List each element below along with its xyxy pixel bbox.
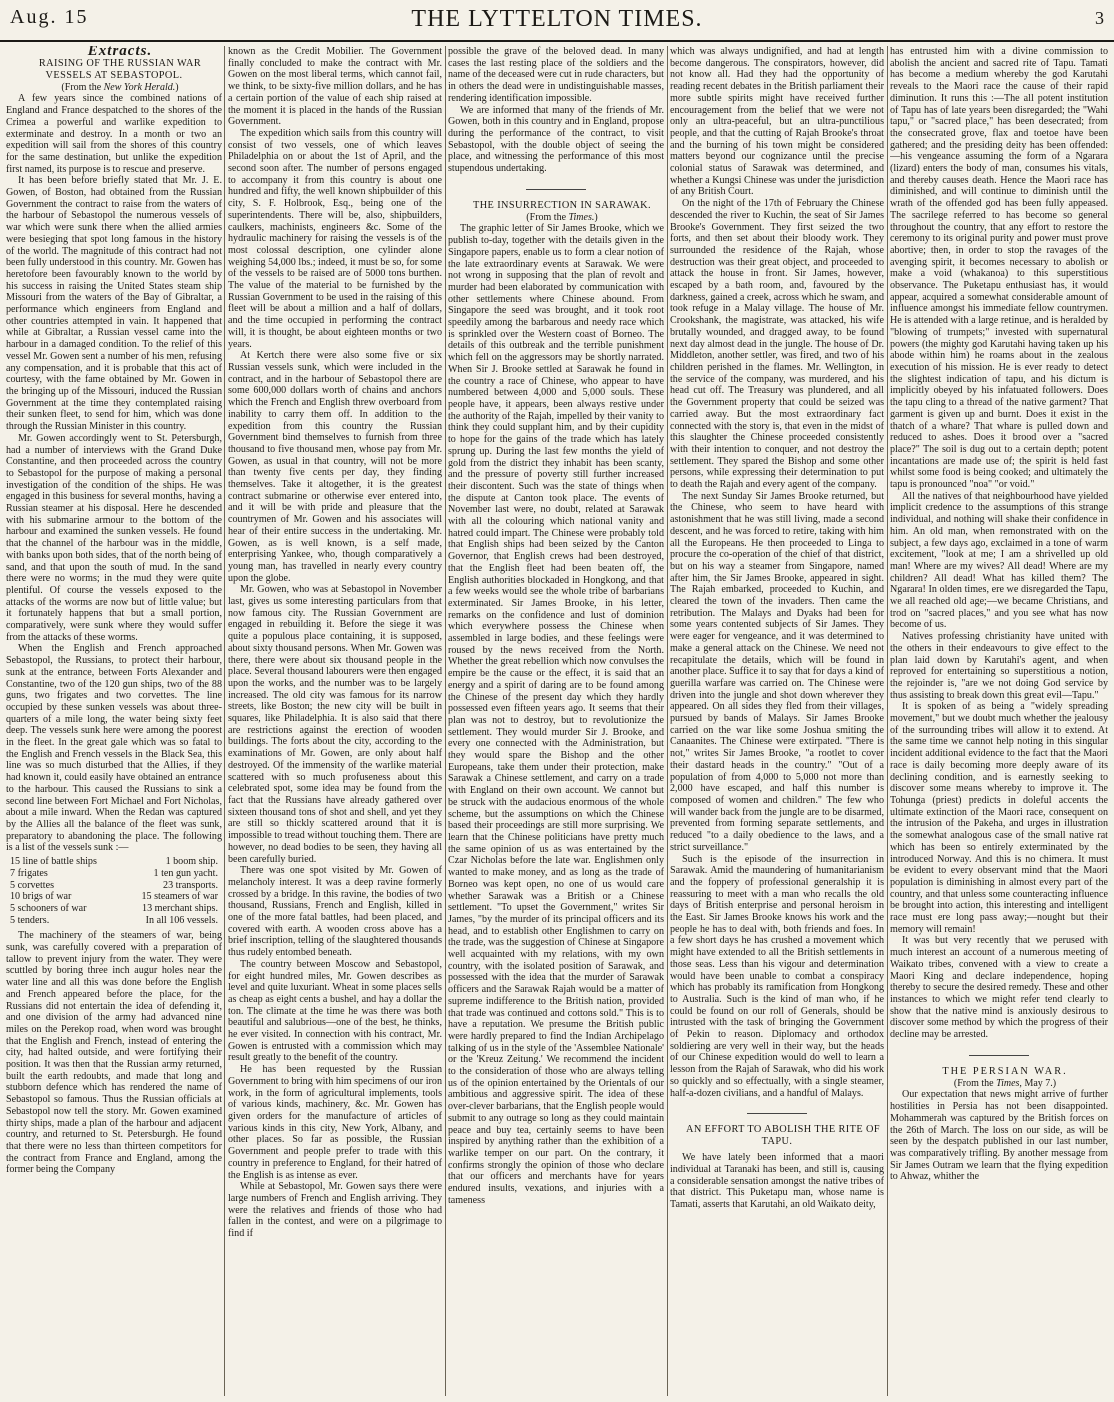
vessel-list-row <box>10 856 222 868</box>
vessel-entry: In all 106 vessels. <box>145 914 218 926</box>
vessel-entry: 1 ten gun yacht. <box>153 867 218 879</box>
paragraph: The expedition which sails from this country will consist of two vessels, one of which leaves Philadelphia on or about the 1st of April, and the second soon after. The number of persons engaged to accompany it from this country is about one hundred and fifty, the well known shipbuilder of this city, S. F. Holbrook, Esq., being one of the superintendents. There will be, also, shipbuilders, caulkers, machinists, engineers &c. Some of the hydraulic machinery for raising the vessels is of the most colossal description, one cylinder alone weighing 54,000 lbs.; indeed, it must be so, for some of the vessels to be raised are of 5000 tons burthen. The value of the material to be furnished by the Russian Government to be used in the raising of this fleet will be about a million and a half of dollars, and the time occupied in performing the contract will, it is thought, be about eighteen months or two years. <box>228 127 442 350</box>
column-4 <box>670 46 884 1396</box>
vessel-list-row <box>10 915 222 927</box>
paragraph: When the English and French approached Sebastopol, the Russians, to protect their harbour, sunk at the entrance, between Forts Alexander and Constantine, two of the 120 gun ships, two of the 88 guns, two frigates and two corvettes. The line occupied by these sunken vessels was about three-quarters of a mile long, the water being sixty feet deep. The vessels sunk here were among the poorest in the fleet. In the great gale which was so fatal to the English and French vessels in the Black Sea, this line was so much disturbed that the Allies, if they had known it, could easily have obtained an entrance to the harbour. This caused the Russians to sink a second line between Fort Michael and Fort Nicholas, about a mile inward. When the Redan was captured by the Allies all the balance of the fleet was sunk, preparatory to abandoning the place. The following is a list of the vessels sunk :— <box>6 643 222 854</box>
source-suffix: ) <box>175 81 179 93</box>
paragraph: We are informed that many of the friends of Mr. Gowen, both in this country and in England, propose during the performance of the contract, to visit Sebastopol, with the double object of seeing the place, and witnessing the performance of this most stupendous undertaking. <box>448 104 664 175</box>
extracts-heading: Extracts. <box>87 46 153 59</box>
vessel-entry: 5 tenders. <box>10 914 50 926</box>
paragraph: Such is the episode of the insurrection in Sarawak. Amid the maundering of humanitarianism and the foppery of professional generalship it is reassuring to meet with a man who recalls the old days of British enterprise and personal heroism in the East. Sir James Brooke knows his work and the people he has to deal with, both friends and foes. In a few short days he has crushed a movement which might have extended to all the British settlements in those seas. Less than his vigour and determination would have been unable to combat a conspiracy which has probably its ramification from Hongkong to Australia. Such is the kind of man who, if he could be found on our roll of Generals, should be intrusted with the task of bringing the Government of Pekin to reason. Diplomacy and orthodox soldiering are very well in their way, but the heads of our Chinese expedition would do well to learn a lesson from the Rajah of Sarawak, who did his work so quickly and so effectually, with a single steamer, half-a-dozen civilians, and a handful of Malays. <box>670 853 884 1099</box>
paragraph: At Kertch there were also some five or six Russian vessels sunk, which were included in the contract, and in the harbour of Sebastopol there are some 600,000 dollars worth of chains and anchors which the French and English threw overboard from inability to carry them off. In addition to the expedition from this country the Russian Government bind themselves to furnish from three thousand to five thousand men, whose pay from Mr. Gowen, as usual in that country, will not be more than twenty five cents per day, they finding themselves. Take it altogether, it is the greatest contract submarine or otherwise ever entered into, and it will be with pride and pleasure that the countrymen of Mr. Gowen and his associates will hear of their entire success in the undertaking. Mr. Gowen, as is well known, is a self made, enterprising Yankee, who, though comparatively a young man, has travelled in nearly every country upon the globe. <box>228 350 442 584</box>
paragraph: The next Sunday Sir James Brooke returned, but the Chinese, who seem to have heard with astonishment that he was still living, made a second descent, and he was forced to retire, taking with him all the Europeans. He then proceeded to Linga to procure the co-operation of the chief of that district, but on his way a steamer from Singapore, named after him, the Sir James Brooke, appeared in sight. The Rajah embarked, proceeded to Kuchin, and cleared the town of the invaders. Then came the retribution. The Malays and Dyaks had been for some years contented subjects of Sir James. They were eager for vengeance, and it was determined to make a general attack on the Chinese. We need not recapitulate the details, which will be found in another place. Suffice it to say that for days a kind of guerilla warfare was carried on. The Chinese were driven into the jungle and shot down wherever they appeared. On all sides they fled from their villages, pursued by bands of Malays. Sir James Brooke carried on the war like some Joshua smiting the Canaanites. The Chinese were extirpated. "There is not," writes Sir James Brooke, "a rootlet to cover their dastard heads in the country." "Out of a population of from 4,000 to 5,000 not more than 2,000 have escaped, and half this number is composed of women and children." The few who will wander back from the jungle are to be disarmed, prevented from forming separate settlements, and reduced "to a daily obedience to the laws, and a strict surveillance." <box>670 490 884 853</box>
vessel-entry: 5 schooners of war <box>10 902 87 914</box>
vessel-entry: 5 corvettes <box>10 879 55 891</box>
vessel-list-row <box>10 868 222 880</box>
paragraph: It has been before briefly stated that Mr. J. E. Gowen, of Boston, had obtained from the Russian Government the contract to raise from the waters of the harbour of Sebastopol the numerous vessels of war which were sunk there when the allied armies were besieging that spot long famous in the history of the world. The magnitude of this contract had not been fully understood in this country. Mr. Gowen has heretofore been favourably known to the world by his success in raising the United States steam ship Missouri from the waters of the Bay of Gibraltar, a performance which engineers from England and other countries attempted in vain. It happened that while at Gibraltar, a Russian vessel came into the harbour in a damaged condition. To the relief of this vessel Mr. Gowen sent a number of his men, refusing any compensation, and it is probable that this act of courtesy, with the fame obtained by Mr. Gowen in the bringing up of the Missouri, induced the Russian Government at the time they contemplated raising their sunken fleet, to send for him, which was done through the Russian Minister in this country. <box>6 175 222 433</box>
source-prefix: (From the <box>61 81 102 93</box>
article-title-sarawak: THE INSURRECTION IN SARAWAK. <box>473 199 651 211</box>
article-source <box>6 82 222 94</box>
paragraph: which was always undignified, and had at length become dangerous. The conspirators, however, did not know all. Had they had the opportunity of reading recent debates in the British parliament their more subtle spirits might have received further encouragement from the belief that we were not only an ultra-peaceful, but an ultra-punctilious people, and that the cutting of Rajah Brooke's throat and the burning of his town might be considered matters beyond our cognizance until the precise colonial status of Sarawak was determined, and whether a Kungsi Chinese was under the jurisdiction of any British Court. <box>670 46 884 198</box>
masthead <box>0 0 1114 42</box>
column-1 <box>6 46 222 1396</box>
vessel-entry: 7 frigates <box>10 867 48 879</box>
paragraph: The country between Moscow and Sebastopol, for eight hundred miles, Mr. Gowen describes as level and quite luxuriant. Wheat in some places sells as cheap as eight cents a bushel, and hay a dollar the ton. The climate at the time he was there was both beautiful and salubrious—one of the best, he thinks, he ever visited. In connection with his contract, Mr. Gowen is entrusted with a commission which may result greatly to the benefit of the country. <box>228 958 442 1064</box>
column-rule <box>667 46 668 1396</box>
newspaper-title: THE LYTTELTON TIMES. <box>411 6 703 32</box>
paragraph: possible the grave of the beloved dead. In many cases the last resting place of the soldiers and the name of the deceased were cut in rude characters, but in others the dead were in undistinguishable masses, rendering identification impossible. <box>448 46 664 104</box>
article-title-tapu: AN EFFORT TO ABOLISH THE RITE OF TAPU. <box>686 1124 880 1148</box>
article-title-persian-war: THE PERSIAN WAR. <box>942 1065 1068 1077</box>
vessel-list <box>10 856 222 926</box>
source-publication: Times. <box>568 211 595 223</box>
paragraph: He has been requested by the Russian Government to bring with him specimens of our iron work, in the form of agricultural implements, tools of various kinds, machinery, &c. Mr. Gowen has given orders for the manufacture of articles of various kinds in this city, New York, Albany, and other places. So far as possible, the Russian Government and people prefer to trade with this country in preference to England, for their hatred of the English is as intense as ever. <box>228 1064 442 1181</box>
paragraph: A few years since the combined nations of England and France despatched to the shores of the Crimea a powerful and warlike expedition to exterminate and destroy. In a month or two an expedition will sail from the shores of this country for the same destination, but unlike the expedition first named, its purpose is to rescue and preserve. <box>6 93 222 175</box>
vessel-list-row <box>10 891 222 903</box>
article-divider <box>747 1113 807 1114</box>
issue-date: Aug. 15 <box>10 6 89 28</box>
paragraph: It is spoken of as being a "widely spreading movement," but we doubt much whether the jealousy of the surrounding tribes will allow it to extend. At the same time we cannot help noting in this singular incident additional evidence to the fact that the Maori race is daily becoming more deeply aware of its declining condition, and is earnestly seeking to discover some means whereby to improve it. The Tohunga (priest) predicts in doleful accents the ultimate extinction of the Maori race, consequent on the intrusion of the Pakeha, and urges in illustration the somewhat analogous case of the small native rat which has been so entirely exterminated by the introduced Norway. And this is no chimera. It must be evident to every observant mind that the Maori population is diminishing in almost every part of the country, and that unless some counteracting influence be brought into action, this interesting and intelligent race must ere long pass away;—nought but their memory will remain! <box>890 701 1108 935</box>
source-publication: New York Herald. <box>103 81 176 93</box>
article-source <box>890 1078 1108 1090</box>
paragraph: There was one spot visited by Mr. Gowen of melancholy interest. It was a deep ravine formerly crossed by a bridge. In this ravine, the bodies of two thousand, Russians, French and English, killed in one of the more fatal battles, had been placed, and covered with earth. A wooden cross above has a brief inscription, telling of the slaughtered thousands thus rudely entombed beneath. <box>228 865 442 959</box>
paragraph: It was but very recently that we perused with much interest an account of a numerous meeting of Waikato tribes, convened with a view to create a Maori King and declare independence, hoping thereby to secure the desired remedy. These and other instances to which we might refer tend clearly to show that the native mind is anxiously desirous to discover some method by which the progress of their decline may be arrested. <box>890 935 1108 1041</box>
vessel-entry: 15 line of battle ships <box>10 856 97 868</box>
column-2 <box>228 46 442 1396</box>
paragraph: Natives professing christianity have united with the others in their endeavours to give effect to the plan laid down by Karutahi's agent, and when reproved for entertaining so superstitious a notion, the rejoinder is, "are we not doing God service by thus assisting to break down this great evil—Tapu." <box>890 631 1108 701</box>
source-prefix: (From the <box>953 1077 994 1089</box>
paragraph: Mr. Gowen, who was at Sebastopol in November last, gives us some interesting particulars from that now famous city. The Russian Government are engaged in rebuilding it. Before the siege it was quite a populous place containing, it is supposed, about sixty thousand persons. When Mr. Gowen was there, there were about six thousand people in the place. Several thousand labourers were then engaged upon the works, and the number was to be largely increased. The old city was famous for its narrow streets, like Boston; the new city will be built in squares, like Philadelphia. It is also said that there are restrictions against the erection of wooden buildings. The forts about the city, according to the examinations of Mr. Gowen, are only about half destroyed. Of the immensity of the warlike material scattered with so much profuseness about this celebrated spot, some idea may be found from the fact that the Russians have already gathered over sixteen thousand tons of shot and shell, and yet they are still so thickly scattered around that it is impossible to tread without touching them. There are however, no dead bodies to be seen, they having all been carefully buried. <box>228 584 442 865</box>
source-publication: Times, <box>996 1077 1022 1089</box>
paragraph: Mr. Gowen accordingly went to St. Petersburgh, had a number of interviews with the Grand Duke Constantine, and then proceeded across the country to Sebastopol for the purpose of making a personal investigation of the condition of the ships. He was engaged in this business for several months, having a Russian steamer at his disposal. Here he descended with his submarine armour to the bottom of the harbour and examined the sunken vessels. He found that the channel of the harbour was in the middle, with banks upon both sides, that of the north being of sand, and that upon the south of mud. In the sand there were no worms; in the mud they were quite plentiful. Of course the vessels exposed to the attacks of the worms are now but of little value; but it fortunately happens that but a small portion, comparatively, were sunk where they would suffer from the attacks of these worms. <box>6 432 222 643</box>
article-title-russian-vessels: RAISING OF THE RUSSIAN WAR VESSELS AT SEBASTOPOL. <box>38 57 202 81</box>
paragraph: The graphic letter of Sir James Brooke, which we publish to-day, together with the details given in the Singapore papers, enable us to form a clear notion of the late extraordinary events at Sarawak. We were not wrong in supposing that the plan of revolt and murder had been elaborated by communication with other settlements where Chinese abound. From Singapore the seed was brought, and it took root speedily among the barbarous and needy race which is sprinkled over the Western coast of Borneo. The details of this outbreak and the terrible punishment which fell on the aggressors may be shortly narrated. When Sir J. Brooke settled at Sarawak he found in the country a race of Chinese, who appear to have numbered between 4,000 and 5,000 souls. These people have, it appears, been always restive under the authority of the Rajah, impelled by their vanity to think they could supplant him, and by their cupidity to hope for the gains of the trade which has lately sprung up. During the last few months the yield of gold from the district they inhabit has been scanty, and the pressure of poverty still further increased their discontent. Such was the state of things when the dispute at Canton took place. The events of November last were, no doubt, related at Sarawak with all the colouring which national vanity and hatred could impart. The Chinese were probably told that English ships had been seized by the Canton Governor, that English crews had been destroyed, that the English fleet had been beaten off, the English authorities blockaded in Hongkong, and that a few weeks would see the whole tribe of barbarians exterminated. Sir James Brooke, in his letter, remarks on the confidence and lust of dominion which everywhere possess the Chinese when assembled in large bodies, and these feelings were roused by the news received from the North. Whether the great rebellion which now convulses the empire be the cause or the effect, it is said that an energy and a spirit of daring are to be found among the Chinese of the present day which they hardly possessed even fifteen years ago. It seems that their plan was not to destroy, but to revolutionize the settlement. They would murder Sir J. Brooke, and every one connected with the Administration, but they would spare the Bishop and the other Europeans, take them under their protection, make Sarawak a Chinese settlement, and carry on a trade with England on their own account. We cannot but be struck with the audacious enormous of the whole scheme, but the assumptions on which the Chinese based their proceedings are still more surprising. We learn that the Chinese politicians have pretty much the same opinion of us as was entertained by the Czar Nicholas before the late war. Englishmen only wanted to make money, and as long as the trade of Borneo was kept open, no one of us would care whether Sarawak was a British or a Chinese settlement. "To upset the Government," writes Sir James, "by the murder of its principal officers and its head, and to establish other Englishmen to carry on the trade, was the suggestion of Chinese at Singapore well acquainted with my relations, with my own country, with the isolated position of Sarawak, and possessed with the idea that the murder of Sarawak officers and the Sarawak Rajah would be a matter of supreme indifference to the British nation, provided that trade was continued and cottons sold." This is to have a reputation. We presume the British public were hardly prepared to find the Indian Archipelago talking of us in the style of the 'Assemblee Nationale' or the 'Kreuz Zeitung.' We recommend the incident to the consideration of those who are always telling us of the opinion entertained by the Orientals of our ambitious and aggressive spirit. The idea of these over-clever barbarians, that the English people would submit to any outrage so long as they could maintain peace and buy tea, certainly seems to have been inspired by anything rather than the exhibition of a warlike temper on our part. On the contrary, it confirms strongly the opinion of those who declare that our officers and merchants have for years endured insults, vexations, and injuries with a tameness <box>448 223 664 1206</box>
paragraph: All the natives of that neighbourhood have yielded implicit credence to the assumptions of this strange individual, and nothing will shake their confidence in him. An old man, when remonstrated with on the subject, a few days ago, exclaimed in a tone of warm excitement, "look at me; I am a shrivelled up old man! Where are my wives? All dead! Where are my children? All dead! What has killed them? The Ngarara! In olden times, ere we disregarded the Tapu, we all reached old age;—we became Christians, and trod on "sacred places," and you see what has now become of us. <box>890 490 1108 631</box>
vessel-entry: 13 merchant ships. <box>142 902 218 914</box>
paragraph: Our expectation that news might arrive of further hostilities in Persia has not been disappointed. Mohammerah was captured by the British forces on the 26th of March. The loss on our side, as will be seen by the despatch published in our last number, was comparatively trifling. By another message from Sir James Outram we learn that the flying expedition to Ahwaz, whither the <box>890 1089 1108 1183</box>
column-rule <box>887 46 888 1396</box>
vessel-entry: 23 transports. <box>163 879 218 891</box>
column-3 <box>448 46 664 1396</box>
source-prefix: (From the <box>526 211 567 223</box>
vessel-entry: 15 steamers of war <box>141 891 218 903</box>
column-rule <box>224 46 225 1396</box>
column-5 <box>890 46 1108 1396</box>
article-divider <box>969 1055 1029 1056</box>
source-suffix: ) <box>594 211 598 223</box>
paragraph: While at Sebastopol, Mr. Gowen says there were large numbers of French and English arriving. They were the relatives and friends of those who had fallen in the contest, and were on a pilgrimage to find if <box>228 1181 442 1240</box>
column-rule <box>445 46 446 1396</box>
vessel-list-row <box>10 880 222 892</box>
paragraph: We have lately been informed that a maori individual at Taranaki has been, and still is, causing a considerable sensation amongst the native tribes of that district. This Puketapu man, whose name is Tamati, asserts that Karutahi, an old Waikato deity, <box>670 1152 884 1211</box>
vessel-list-row <box>10 903 222 915</box>
page-number: 3 <box>1095 8 1104 28</box>
article-source <box>448 212 664 224</box>
vessel-entry: 1 boom ship. <box>165 856 218 868</box>
source-suffix: May 7.) <box>1024 1077 1057 1089</box>
vessel-entry: 10 brigs of war <box>10 891 72 903</box>
paragraph: The machinery of the steamers of war, being sunk, was carefully covered with a preparation of tallow to prevent injury from the water. They were scuttled by boring three inch augur holes near the water line and all this was done before the English and French appeared before the place, for the Russians did not entertain the idea of defending it, and one division of the army had advanced nine miles on the Perekop road, when word was brought that the English and French, instead of entering the city, had halted outside, and were fortifying their position. It was then that the Russian army returned, built the earth redoubts, and made that long and stubborn defence which has rendered the name of Sebastopol so famous. Thus the Russian officials at Sebastopol now tell the story. Mr. Gowen examined thirty ships, made a plan of the harbour and adjacent country, and returned to St. Petersburgh. He found that there were no less than thirteen competitors for the contract from France and England, among the former being the Company <box>6 930 222 1176</box>
paragraph: has entrusted him with a divine commission to abolish the ancient and sacred rite of Tapu. Tamati has become a medium whereby the god Karutahi reveals to the Maori race the cause of their rapid diminution. It runs this :—The all potent institution of Tapu has of late years been disregarded; the "Wahi tapu," or "sacred place," has been desecrated; from the consecrated grove, flax and toetoe have been gathered; and the presiding deity has been offended:—his vengeance assuming the form of a Ngarara (lizard) enters the body of man, consumes his vitals, and thereby causes death. Hence the Maori race has diminished, and will continue to diminish until the wrath of the offended god has been fully appeased. The sacrilege referred to has become so general throughout the country, that any effort to restore the ceremony to its original purity and power must prove abortive; then, in order to stop the ravages of the avenging spirit, it becomes necessary to abolish or make a void (whakanoa) to this superstitious observance. The Puketapu enthusiast has, it would appear, acquired a somewhat considerable amount of influence amongst his immediate fellow countrymen. He is attended with a large retinue, and is heralded by "blowing of trumpets;" invested with supernatural powers (the mighty god Karutahi having taken up his abode within him) he roams about in the zealous execution of his mission. He is ever ready to detect the slightest indication of tapu, and his dictum is implicitly obeyed by his infatuated followers. Does the tapu cling to a thread of the native garment? That garment is given up and burnt. Does it exist in the thatch of a whare? That whare is pulled down and reduced to ashes. Does it brood over a "sacred place?" The soil is dug out to a certain depth; potent incantations are made use of; the spirit is held fast whilst some food is being cooked; and ultimately the tapu is pronounced "noa" "or void." <box>890 46 1108 491</box>
article-divider <box>526 189 586 190</box>
paragraph: known as the Credit Mobilier. The Government finally concluded to make the contract with Mr. Gowen on the most liberal terms, which cannot fail, we think, to be sixty-five million dollars, and he has a certain portion of the value of each ship raised at the moment it is placed in the hands of the Russian Government. <box>228 46 442 128</box>
paragraph: On the night of the 17th of February the Chinese descended the river to Kuchin, the seat of Sir James Brooke's Government. They first seized the two forts, and then set about their bloody work. They surrounded the residence of the Rajah, whose destruction was their great object, and proceeded to attack the house in front. Sir James, however, escaped by a bath room, and, favoured by the darkness, gained a creek, across which he swam, and took refuge in a Malay village. The house of Mr. Crookshank, the magistrate, was attacked, his wife brutally wounded, and dragged away, to be found next day almost dead in the jungle. The house of Dr. Middleton, another settler, was fired, and two of his children perished in the flames. Mr. Wellington, in the service of the company, was murdered, and his head cut off. The Treasury was plundered, and all the Government property that could be seized was carried away. But the most extraordinary fact connected with the story is, that even in the midst of this slaughter the Chinese proceeded consistently with their intention to conquer, and not destroy the settlement. They spared the Bishop and some other persons, while expressing their determination to put to death the Rajah and every agent of the company. <box>670 198 884 491</box>
